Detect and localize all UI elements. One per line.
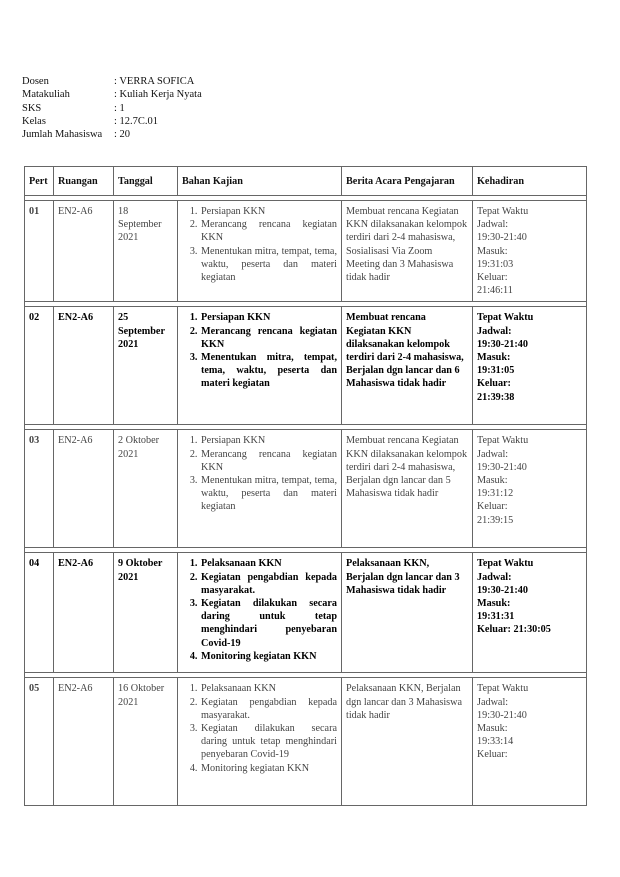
header-berita-acara: Berita Acara Pengajaran [342,167,473,196]
info-row-matakuliah [22,88,202,101]
cell-kehadiran [473,678,587,806]
bahan-item: 2. Merancang rencana kegiatan KKN [200,218,337,244]
info-value: : VERRA SOFICA [114,76,195,87]
header-pert: Pert [25,167,54,196]
info-key: Jumlah Mahasiswa [22,129,103,141]
cell-ruangan: EN2-A6 [54,430,114,548]
bahan-item: 4. Monitoring kegiatan KKN [200,650,337,663]
cell-kehadiran [473,201,587,302]
table-row [25,201,587,302]
header-ruangan: Ruangan [54,167,114,196]
kehadiran-line: Masuk: [477,475,508,487]
info-key: Matakuliah [22,89,70,101]
cell-pert [25,678,54,806]
cell-berita-acara: Membuat rencana Kegiatan KKN dilaksanakan kelompok terdiri dari 2-4 mahasiswa, Berjalan dgn lancar dan 6 Mahasiswa tidak hadir [342,307,473,425]
cell-bahan-kajian [178,430,342,548]
info-value: : 12.7C.01 [114,115,159,127]
bahan-list [182,557,337,663]
kehadiran-line: Jadwal: [477,219,509,231]
kehadiran-line: 19:31:05 [477,365,515,377]
cell-berita-acara: Pelaksanaan KKN, Berjalan dgn lancar dan 3 Mahasiswa tidak hadir [342,678,473,806]
cell-kehadiran [473,553,587,673]
pert-value: 01 [29,206,40,217]
kehadiran-line: Tepat Waktu [477,435,529,447]
cell-ruangan: EN2-A6 [54,553,114,673]
cell-kehadiran [473,307,587,425]
cell-tanggal: 2 Oktober 2021 [114,430,178,548]
kehadiran-line: Keluar: 21:30:05 [477,624,551,636]
kehadiran-line: 19:30-21:40 [477,338,528,350]
kehadiran-line: 19:30-21:40 [477,232,527,244]
info-key: Kelas [22,115,46,127]
bahan-item: 2. Merancang rencana kegiatan KKN [200,448,337,474]
kehadiran-line: Tepat Waktu [477,558,534,570]
kehadiran-line: 19:30-21:40 [477,461,527,473]
bahan-item: 1. Persiapan KKN [200,434,337,447]
kehadiran-line: Masuk: [477,598,511,610]
cell-tanggal: 18 September 2021 [114,201,178,302]
pert-value: 02 [29,312,40,324]
cell-pert [25,201,54,302]
cell-kehadiran [473,430,587,548]
kehadiran-line: 19:31:03 [477,258,514,270]
cell-berita-acara: Membuat rencana Kegiatan KKN dilaksanakan kelompok terdiri dari 2-4 mahasiswa, Berjalan dgn lancar dan 5 Mahasiswa tidak hadir [342,430,473,548]
bahan-item: 2. Kegiatan pengabdian kepada masyarakat. [200,696,337,722]
bahan-list [182,205,337,284]
bahan-item: 1. Pelaksanaan KKN [200,682,337,695]
kehadiran-line: Keluar: [477,749,508,761]
cell-tanggal: 16 Oktober 2021 [114,678,178,806]
kehadiran-line: 21:46:11 [477,285,513,297]
course-info [22,75,202,141]
kehadiran-line: 19:33:14 [477,736,514,748]
kehadiran-line: Tepat Waktu [477,206,529,217]
bahan-item: 1. Persiapan KKN [200,205,337,218]
bahan-item: 3. Menentukan mitra, tempat, tema, waktu, peserta dan materi kegiatan [200,245,337,285]
cell-bahan-kajian [178,201,342,302]
info-value: : 1 [114,102,125,114]
kehadiran-line: Tepat Waktu [477,312,534,324]
kehadiran-line: 19:31:31 [477,611,515,623]
header-tanggal: Tanggal [114,167,178,196]
header-bahan-kajian: Bahan Kajian [178,167,342,196]
bahan-item: 2. Kegiatan pengabdian kepada masyarakat. [200,571,337,597]
cell-berita-acara: Pelaksanaan KKN, Berjalan dgn lancar dan 3 Mahasiswa tidak hadir [342,553,473,673]
attendance-table [24,166,587,806]
kehadiran-line: 19:30-21:40 [477,709,527,721]
kehadiran-line: 21:39:15 [477,514,514,526]
bahan-list [182,434,337,513]
bahan-item: 3. Kegiatan dilakukan secara daring untuk tetap menghindari penyebaran Covid-19 [200,597,337,650]
kehadiran-line: Tepat Waktu [477,683,529,695]
bahan-item: 3. Menentukan mitra, tempat, tema, waktu, peserta dan materi kegiatan [200,351,337,391]
bahan-list [182,311,337,390]
info-row-kelas [22,115,202,128]
table-row [25,678,587,806]
bahan-list [182,682,337,774]
kehadiran-line: 19:30-21:40 [477,584,528,596]
kehadiran-line: Masuk: [477,245,508,257]
table-header-row [25,167,587,196]
cell-pert [25,430,54,548]
kehadiran-line: Jadwal: [477,571,512,583]
pert-value: 04 [29,558,40,570]
cell-pert [25,307,54,425]
info-key: Dosen [22,76,49,87]
kehadiran-line: 19:31:12 [477,488,514,500]
kehadiran-line: Jadwal: [477,696,509,708]
info-value: : 20 [114,129,131,141]
kehadiran-line: Masuk: [477,723,508,735]
cell-pert [25,553,54,673]
cell-bahan-kajian [178,678,342,806]
table-row [25,553,587,673]
kehadiran-line: Jadwal: [477,448,509,460]
info-value: : Kuliah Kerja Nyata [114,89,202,101]
info-row-jumlah-mahasiswa [22,128,202,141]
kehadiran-line: Keluar: [477,378,511,390]
table-row [25,307,587,425]
cell-tanggal: 9 Oktober 2021 [114,553,178,673]
bahan-item: 3. Menentukan mitra, tempat, tema, waktu, peserta dan materi kegiatan [200,474,337,514]
kehadiran-line: Jadwal: [477,325,512,337]
bahan-item: 1. Pelaksanaan KKN [200,557,337,570]
cell-berita-acara: Membuat rencana Kegiatan KKN dilaksanakan kelompok terdiri dari 2-4 mahasiswa, Sosialisasi Via Zoom Meeting dan 3 Mahasiswa tidak hadir [342,201,473,302]
cell-bahan-kajian [178,553,342,673]
bahan-item: 1. Persiapan KKN [200,311,337,324]
info-key: SKS [22,102,42,114]
bahan-item: 4. Monitoring kegiatan KKN [200,762,337,775]
cell-ruangan: EN2-A6 [54,201,114,302]
cell-tanggal: 25 September 2021 [114,307,178,425]
cell-ruangan: EN2-A6 [54,678,114,806]
kehadiran-line: Keluar: [477,272,508,284]
kehadiran-line: Masuk: [477,352,511,364]
cell-ruangan: EN2-A6 [54,307,114,425]
bahan-item: 2. Merancang rencana kegiatan KKN [200,325,337,351]
table-row [25,430,587,548]
pert-value: 03 [29,435,40,447]
cell-bahan-kajian [178,307,342,425]
pert-value: 05 [29,683,40,695]
kehadiran-line: 21:39:38 [477,391,515,403]
info-row-dosen [22,75,202,88]
header-kehadiran: Kehadiran [473,167,587,196]
info-row-sks [22,102,202,115]
bahan-item: 3. Kegiatan dilakukan secara daring untuk tetap menghindari penyebaran Covid-19 [200,722,337,762]
kehadiran-line: Keluar: [477,501,508,513]
